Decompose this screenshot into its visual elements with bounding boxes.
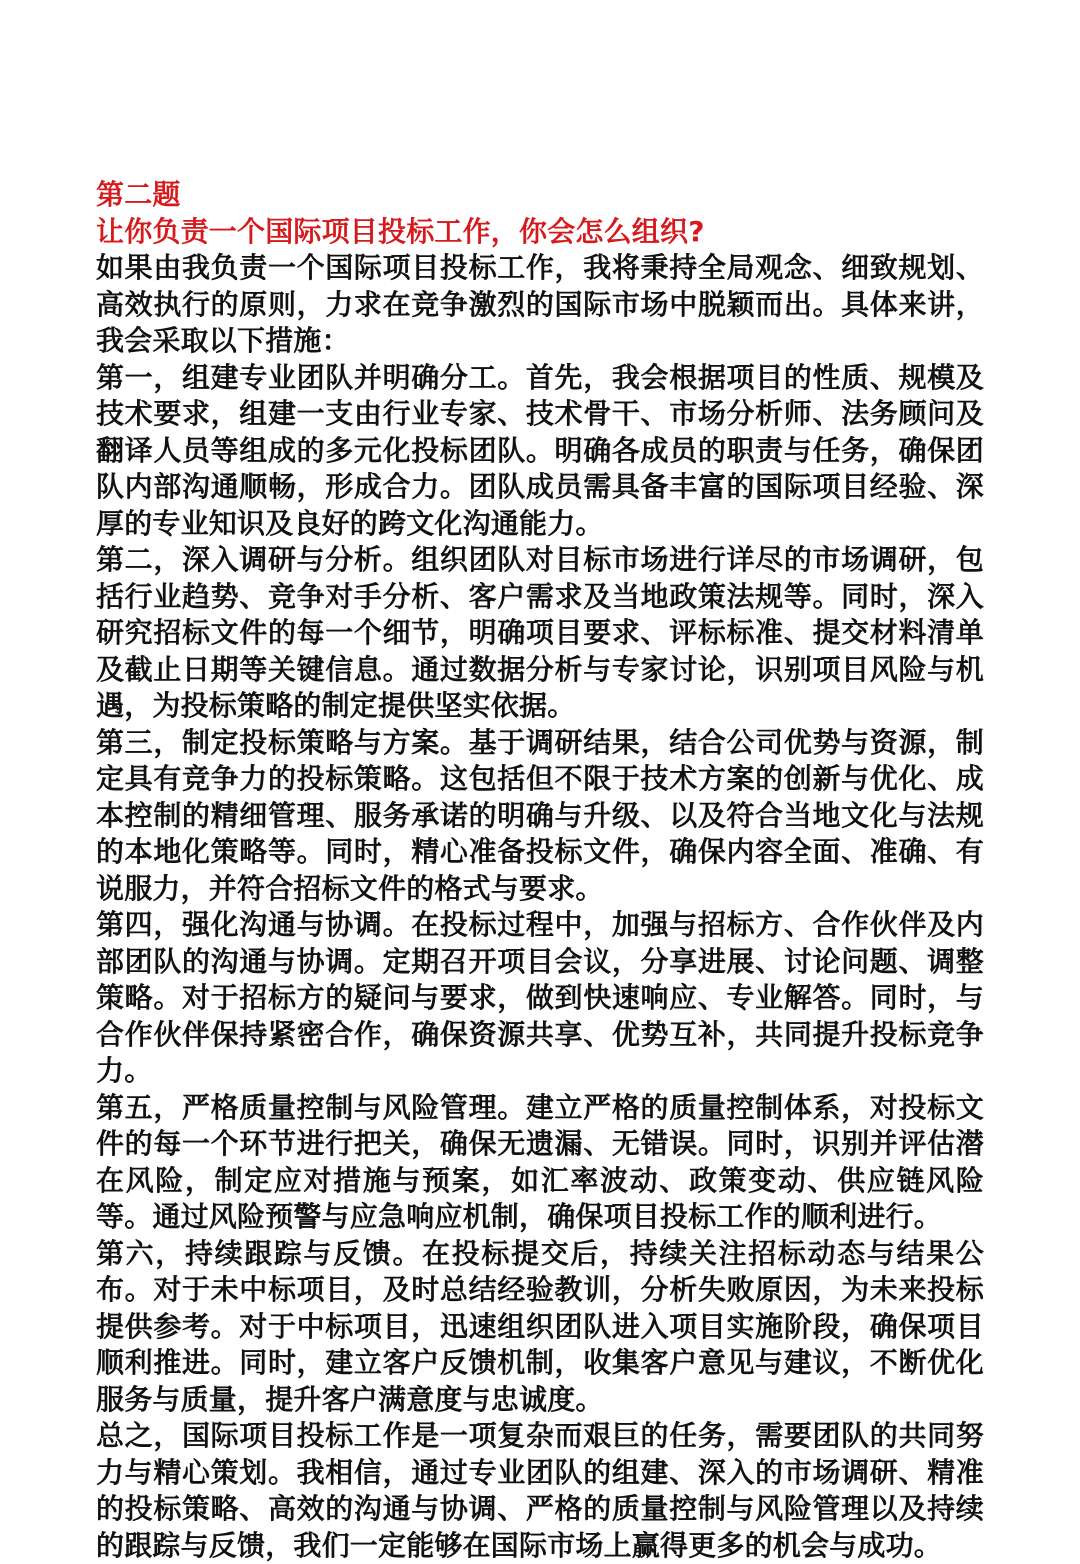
paragraph-intro: 如果由我负责一个国际项目投标工作，我将秉持全局观念、细致规划、高效执行的原则，力求在竞争激烈的国际市场中脱颖而出。具体来讲，我会采取以下措施： bbox=[96, 251, 984, 357]
paragraph-step-5: 第五，严格质量控制与风险管理。建立严格的质量控制体系，对投标文件的每一个环节进行把关，确保无遗漏、无错误。同时，识别并评估潜在风险，制定应对措施与预案，如汇率波动、政策变动、供应链风险等。通过风险预警与应急响应机制，确保项目投标工作的顺利进行。 bbox=[96, 1090, 984, 1233]
paragraph-step-2: 第二，深入调研与分析。组织团队对目标市场进行详尽的市场调研，包括行业趋势、竞争对手分析、客户需求及当地政策法规等。同时，深入研究招标文件的每一个细节，明确项目要求、评标标准、提交材料清单及截止日期等关键信息。通过数据分析与专家讨论，识别项目风险与机遇，为投标策略的制定提供坚实依据。 bbox=[96, 543, 984, 722]
question-heading: 让你负责一个国际项目投标工作，你会怎么组织? bbox=[96, 214, 705, 248]
document-title: 第二题 bbox=[96, 178, 181, 211]
paragraph-conclusion: 总之，国际项目投标工作是一项复杂而艰巨的任务，需要团队的共同努力与精心策划。我相信，通过专业团队的组建、深入的市场调研、精准的投标策略、高效的沟通与协调、严格的质量控制与风险管理以及持续的跟踪与反馈，我们一定能够在国际市场上赢得更多的机会与成功。 bbox=[96, 1419, 984, 1562]
paragraph-step-1: 第一，组建专业团队并明确分工。首先，我会根据项目的性质、规模及技术要求，组建一支由行业专家、技术骨干、市场分析师、法务顾问及翻译人员等组成的多元化投标团队。明确各成员的职责与任务，确保团队内部沟通顺畅，形成合力。团队成员需具备丰富的国际项目经验、深厚的专业知识及良好的跨文化沟通能力。 bbox=[96, 360, 984, 540]
paragraph-step-3: 第三，制定投标策略与方案。基于调研结果，结合公司优势与资源，制定具有竞争力的投标策略。这包括但不限于技术方案的创新与优化、成本控制的精细管理、服务承诺的明确与升级、以及符合当地文化与法规的本地化策略等。同时，精心准备投标文件，确保内容全面、准确、有说服力，并符合招标文件的格式与要求。 bbox=[96, 725, 984, 905]
paragraph-step-6: 第六，持续跟踪与反馈。在投标提交后，持续关注招标动态与结果公布。对于未中标项目，及时总结经验教训，分析失败原因，为未来投标提供参考。对于中标项目，迅速组织团队进入项目实施阶段，确保项目顺利推进。同时，建立客户反馈机制，收集客户意见与建议，不断优化服务与质量，提升客户满意度与忠诚度。 bbox=[96, 1236, 984, 1416]
document-body bbox=[96, 177, 984, 1564]
paragraph-step-4: 第四，强化沟通与协调。在投标过程中，加强与招标方、合作伙伴及内部团队的沟通与协调。定期召开项目会议，分享进展、讨论问题、调整策略。对于招标方的疑问与要求，做到快速响应、专业解答。同时，与合作伙伴保持紧密合作，确保资源共享、优势互补，共同提升投标竞争力。 bbox=[96, 908, 984, 1087]
